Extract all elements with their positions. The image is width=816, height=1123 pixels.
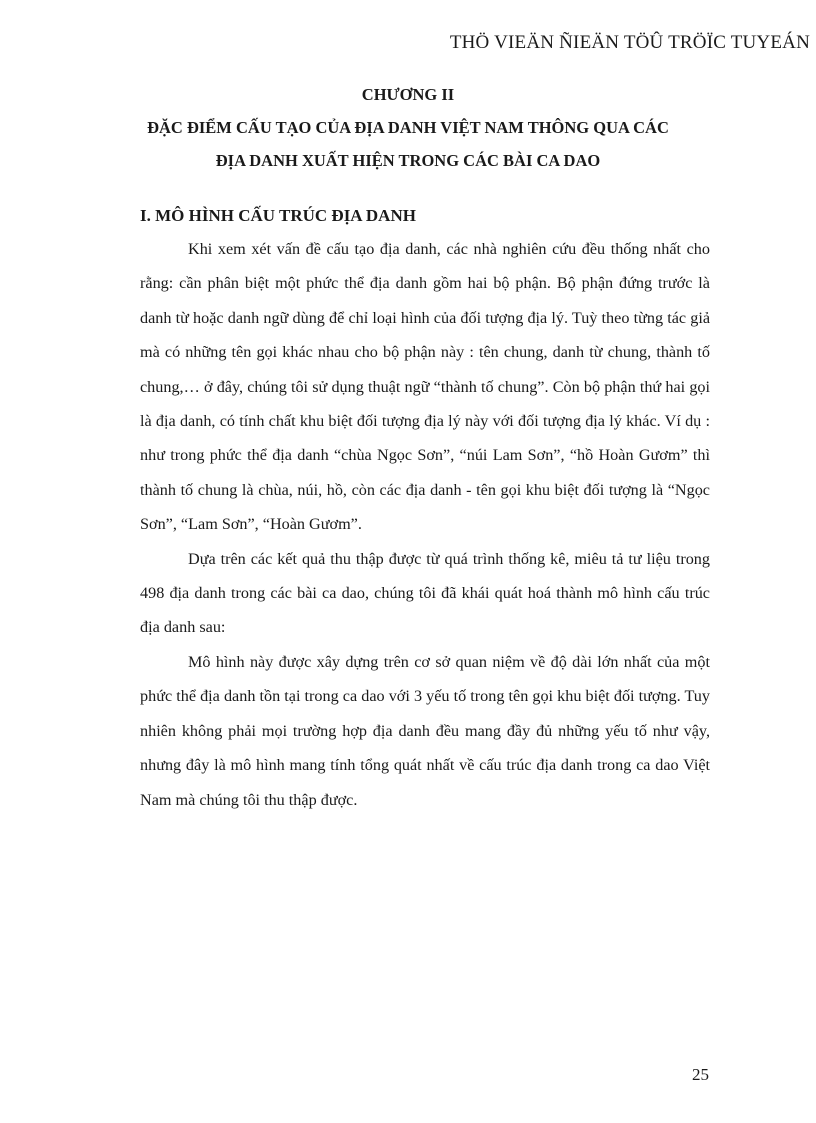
running-header: THÖ VIEÄN ÑIEÄN TÖÛ TRÖÏC TUYEÁN bbox=[449, 32, 810, 53]
chapter-heading-block bbox=[100, 78, 716, 177]
paragraph-2: Dựa trên các kết quả thu thập được từ quá trình thống kê, miêu tả tư liệu trong 498 địa danh trong các bài ca dao, chúng tôi đã khái quát hoá thành mô hình cấu trúc địa danh sau: bbox=[140, 549, 710, 637]
paragraph-3: Mô hình này được xây dựng trên cơ sở quan niệm về độ dài lớn nhất của một phức thể địa danh tồn tại trong ca dao với 3 yếu tố trong tên gọi khu biệt đối tượng. Tuy nhiên không phải mọi trường hợp địa danh đều mang đầy đủ những yếu tố như vậy, nhưng đây là mô hình mang tính tổng quát nhất về cấu trúc địa danh trong ca dao Việt Nam mà chúng tôi thu thập được. bbox=[140, 652, 710, 809]
chapter-title-line-1: ĐẶC ĐIỂM CẤU TẠO CỦA ĐỊA DANH VIỆT NAM THÔNG QUA CÁC bbox=[147, 118, 669, 137]
paragraph-1: Khi xem xét vấn đề cấu tạo địa danh, các nhà nghiên cứu đều thống nhất cho rằng: cần phân biệt một phức thể địa danh gồm hai bộ phận. Bộ phận đứng trước là danh từ hoặc danh ngữ dùng để chỉ loại hình của đối tượng địa lý. Tuỳ theo từng tác giả mà có những tên gọi khác nhau cho bộ phận này : tên chung, danh từ chung, thành tố chung,… ở đây, chúng tôi sử dụng thuật ngữ “thành tố chung”. Còn bộ phận thứ hai gọi là địa danh, có tính chất khu biệt đối tượng địa lý này với đối tượng địa lý khác. Ví dụ : như trong phức thể địa danh “chùa Ngọc Sơn”, “núi Lam Sơn”, “hồ Hoàn Gươm” thì thành tố chung là chùa, núi, hồ, còn các địa danh - tên gọi khu biệt đối tượng là “Ngọc Sơn”, “Lam Sơn”, “Hoàn Gươm”. bbox=[140, 240, 710, 534]
chapter-title-line-2: ĐỊA DANH XUẤT HIỆN TRONG CÁC BÀI CA DAO bbox=[215, 151, 601, 170]
section-heading: I. MÔ HÌNH CẤU TRÚC ĐỊA DANH bbox=[140, 206, 416, 225]
page-number: 25 bbox=[692, 1065, 709, 1084]
body-text bbox=[140, 232, 710, 817]
chapter-number: CHƯƠNG II bbox=[361, 85, 455, 104]
